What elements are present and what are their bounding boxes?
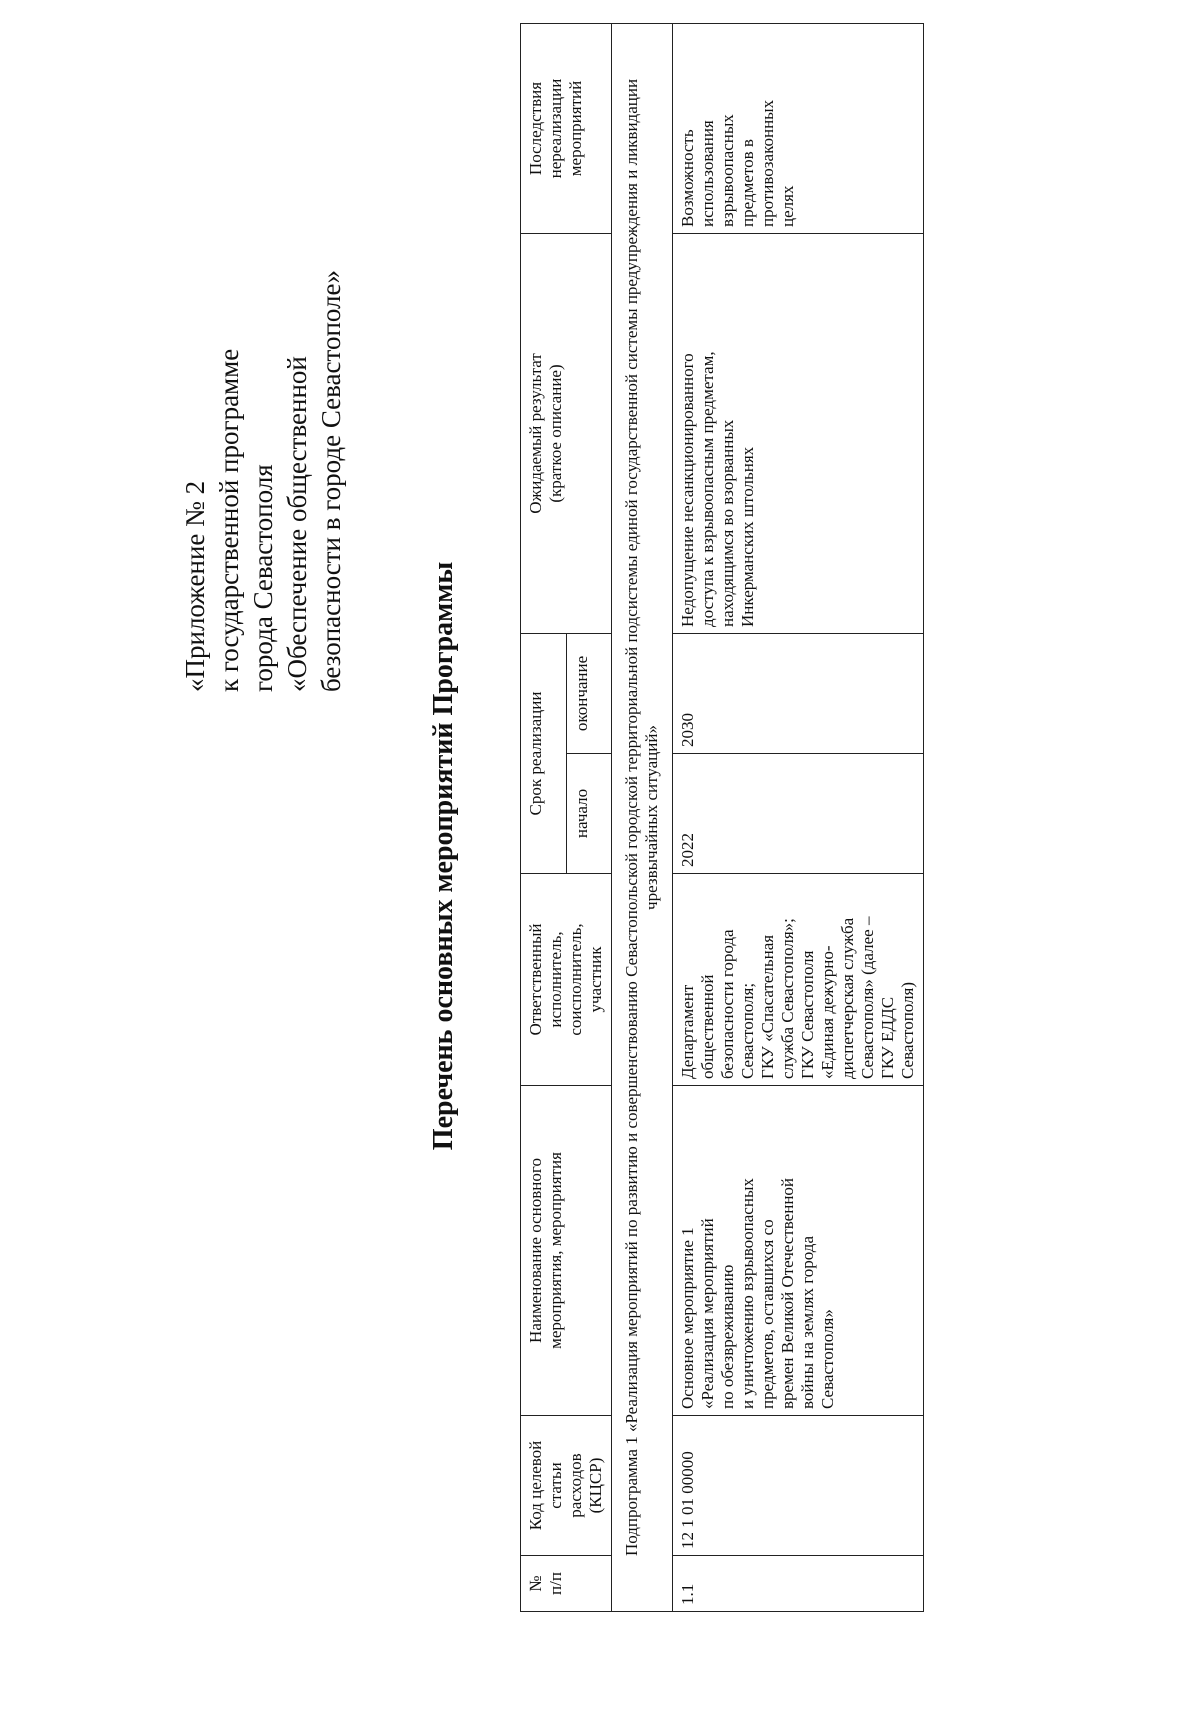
header-consequences: Последствия нереализации мероприятий: [521, 24, 612, 234]
subprogram-row: [612, 24, 673, 1612]
appendix-header: [178, 112, 348, 692]
appendix-line: «Приложение № 2: [180, 480, 210, 692]
header-code: Код целевой статьи расходов (КЦСР): [521, 1416, 612, 1556]
table-header-row: [521, 24, 567, 1612]
cell-code: 12 1 01 00000: [673, 1416, 924, 1556]
appendix-line: к государственной программе: [214, 348, 244, 692]
cell-name: Основное мероприятие 1 «Реализация мероприятий по обезвреживанию и уничтожению взрывоопасных предметов, оставшихся со времен Великой Отечественной войны на землях города Севастополя»: [673, 1086, 924, 1416]
table-row: [673, 24, 924, 1612]
header-start: начало: [566, 754, 612, 874]
header-result: Ожидаемый результат (краткое описание): [521, 234, 612, 634]
cell-responsible: Департамент общественной безопасности города Севастополя; ГКУ «Спасательная служба Севастополя»; ГКУ Севастополя «Единая дежурно- диспетчерская служба Севастополя» (далее – ГКУ ЕДДС Севастополя): [673, 874, 924, 1086]
cell-end: 2030: [673, 634, 924, 754]
appendix-line: безопасности в городе Севастополе»: [316, 270, 346, 692]
measures-table: [520, 23, 924, 1612]
cell-consequences: Возможность использования взрывоопасных предметов в противозаконных целях: [673, 24, 924, 234]
header-num: № п/п: [521, 1556, 612, 1612]
header-end: окончание: [566, 634, 612, 754]
header-period: Срок реализации: [521, 634, 567, 874]
cell-num: 1.1: [673, 1556, 924, 1612]
subprogram-title: Подпрограмма 1 «Реализация мероприятий по развитию и совершенствованию Севастопольской городской территориальной подсистемы единой государственной системы предупреждения и ликвидации чрезвычайных ситуаций»: [612, 24, 673, 1612]
cell-result: Недопущение несанкционированного доступа к взрывоопасным предметам, находящимся во взорванных Инкерманских штольнях: [673, 234, 924, 634]
header-name: Наименование основного мероприятия, мероприятия: [521, 1086, 612, 1416]
document-title: Перечень основных мероприятий Программы: [428, 561, 459, 1151]
cell-start: 2022: [673, 754, 924, 874]
appendix-line: «Обеспечение общественной: [282, 356, 312, 692]
header-responsible: Ответственный исполнитель, соисполнитель, участник: [521, 874, 612, 1086]
appendix-line: города Севастополя: [248, 464, 278, 692]
